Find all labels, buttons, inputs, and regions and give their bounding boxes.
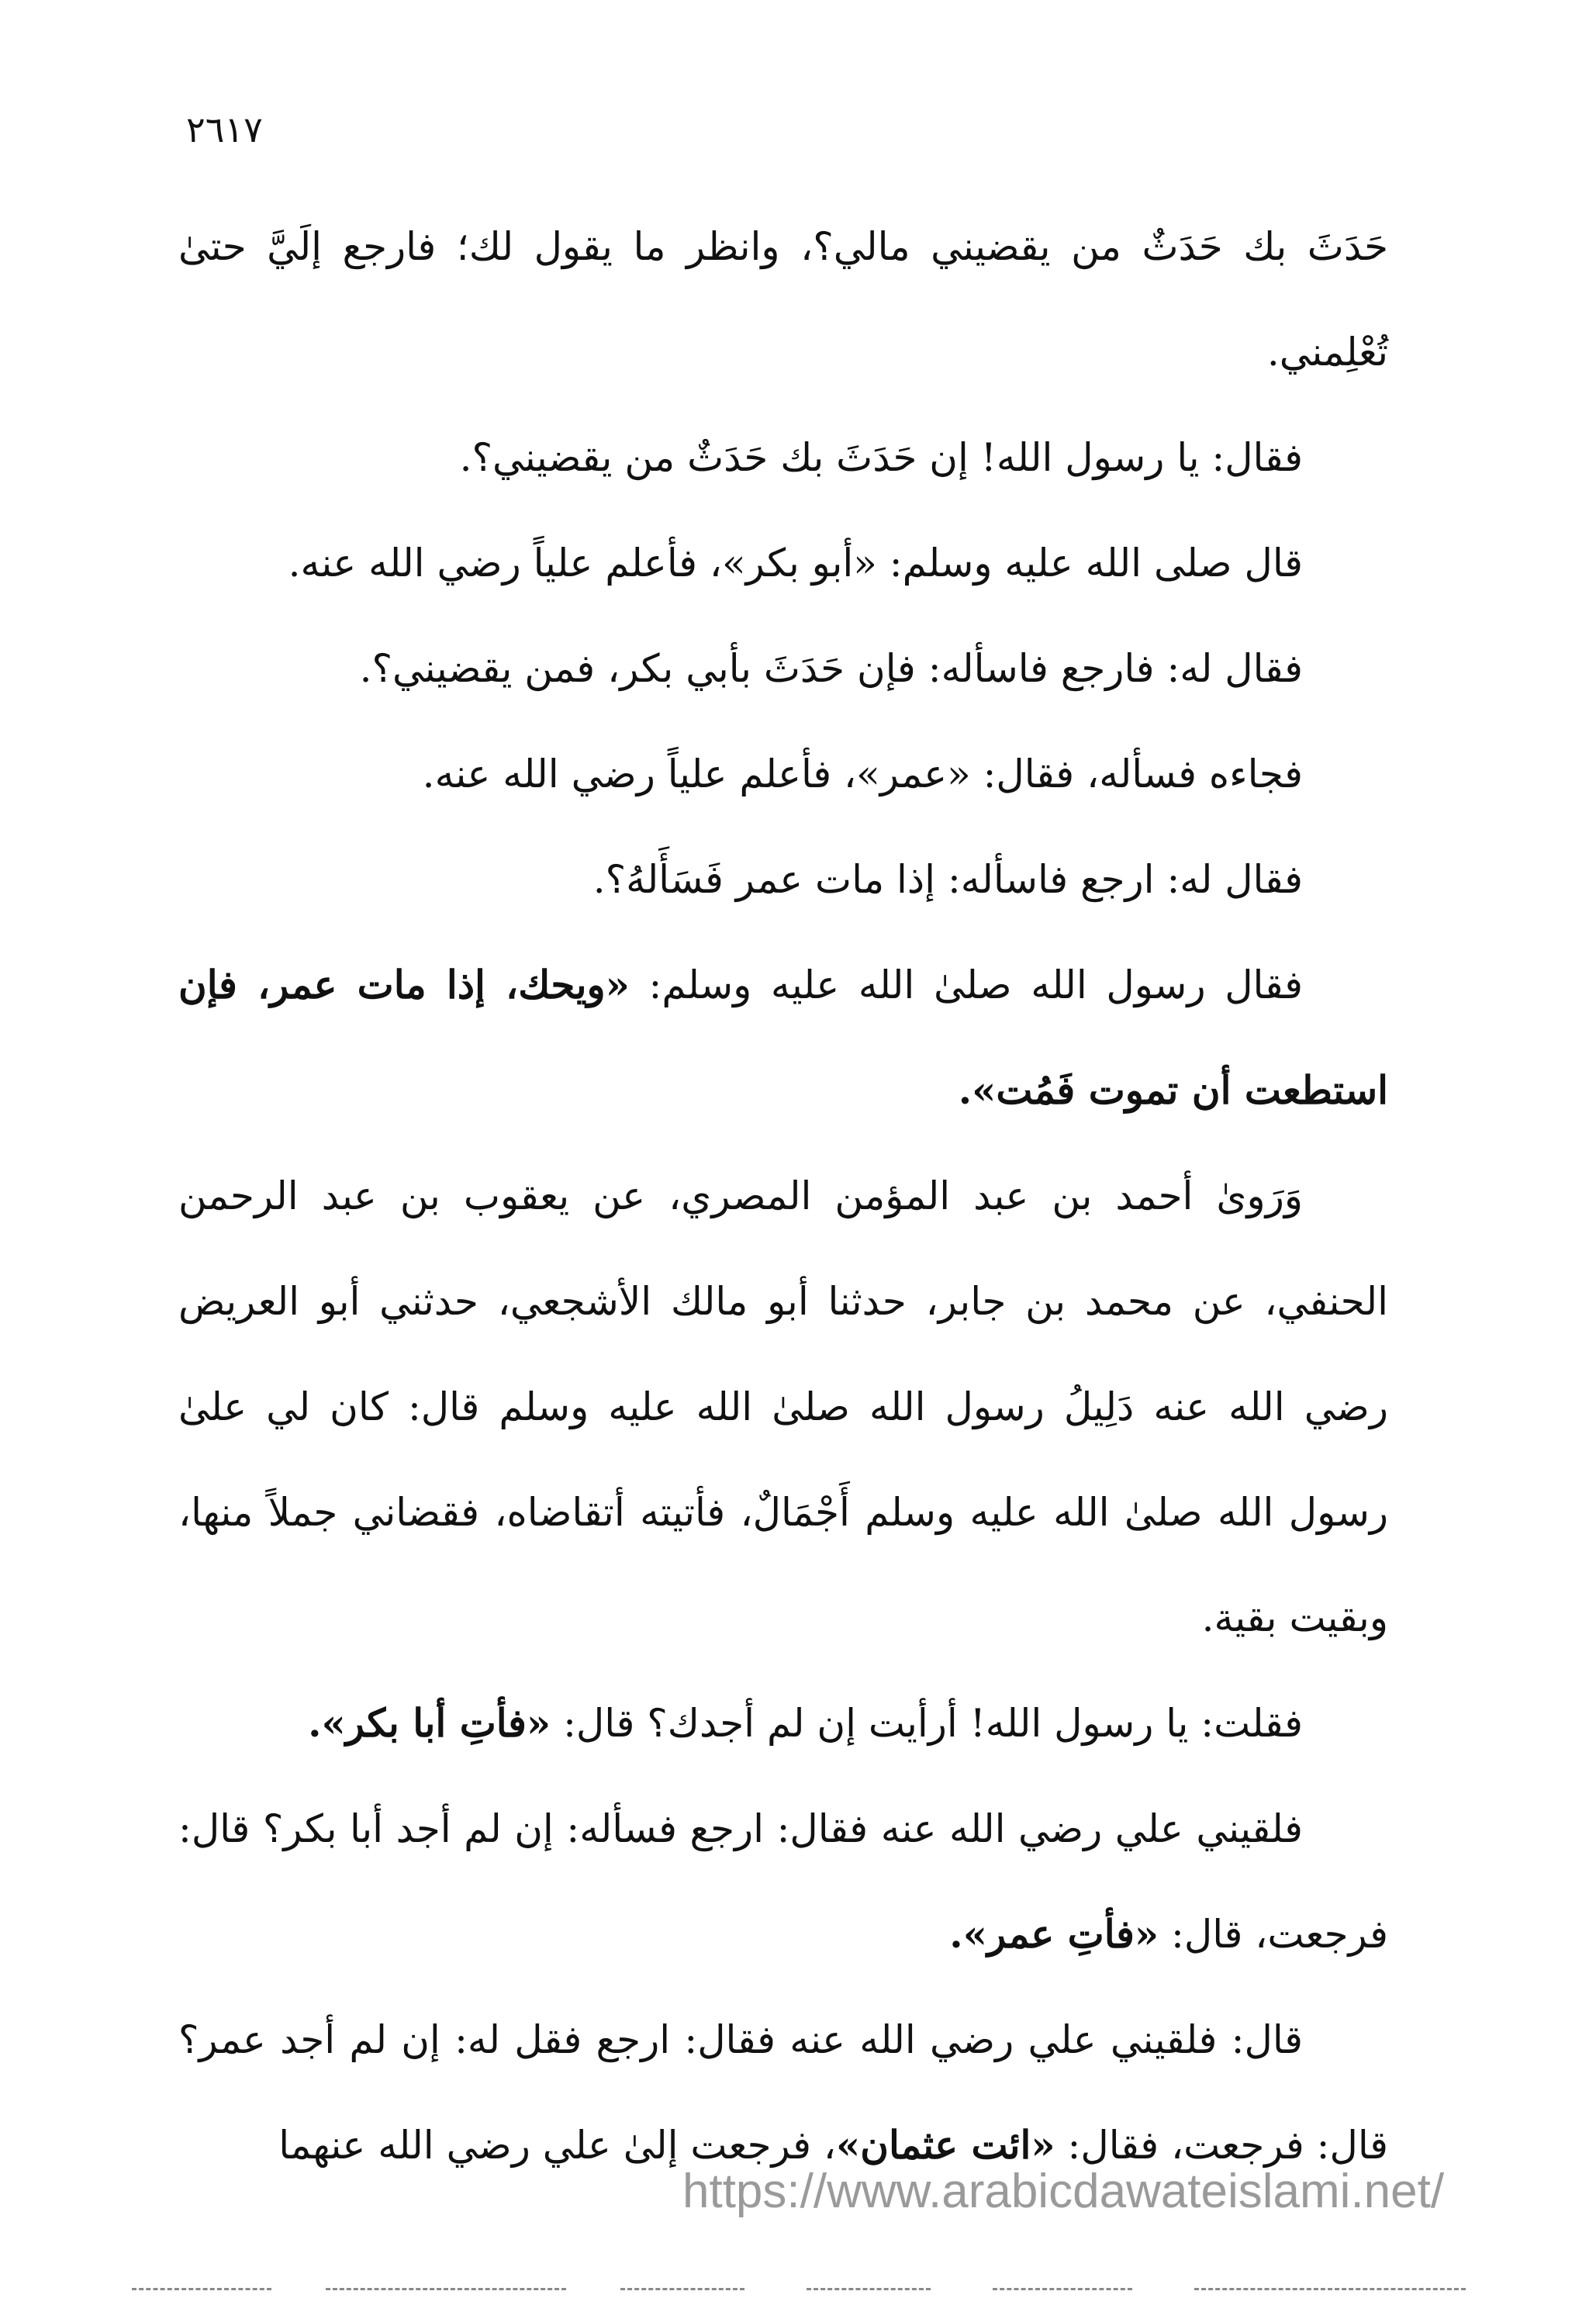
paragraph-9-text: فقلت: يا رسول الله! أرأيت إن لم أجدك؟ قال:: [551, 1701, 1303, 1746]
paragraph-2: فقال: يا رسول الله! إن حَدَثَ بك حَدَثٌ من يقضيني؟.: [459, 435, 1303, 480]
paragraph-7: [178, 932, 1388, 1143]
paragraph-3: قال صلى الله عليه وسلم: «أبو بكر»، فأعلم علياً رضي الله عنه.: [288, 541, 1303, 586]
paragraph-11-text: قال: فلقيني علي رضي الله عنه فقال: ارجع فقل له: إن لم أجد عمر؟ قال: فرجعت، فقال:: [178, 2017, 1388, 2168]
scan-edge-rule: [807, 2288, 931, 2290]
paragraph-10-text: فلقيني علي رضي الله عنه فقال: ارجع فسأله: إن لم أجد أبا بكر؟ قال: فرجعت، قال:: [178, 1806, 1388, 1957]
paragraph-11-tail: ، فرجعت إلىٰ علي رضي الله عنهما: [278, 2123, 837, 2168]
paragraph-9: [178, 1671, 1388, 1776]
paragraph-7-quote: «ويحك، إذا مات عمر، فإن استطعت أن تموت فَمُت».: [178, 962, 1388, 1113]
scan-edge-rule: [620, 2288, 744, 2290]
scan-edge-rule: [132, 2288, 271, 2290]
page-number: ٢٦١٧: [186, 109, 263, 150]
scan-edge-rule: [993, 2288, 1132, 2290]
paragraph-10-quote: «فأتِ عمر».: [949, 1911, 1159, 1957]
scan-edge-rule: [326, 2288, 566, 2290]
paragraph-11-quote: «ائت عثمان»: [836, 2122, 1055, 2168]
paragraph-7-text: فقال رسول الله صلىٰ الله عليه وسلم:: [629, 962, 1303, 1007]
paragraph-6: فقال له: ارجع فاسأله: إذا مات عمر فَسَأَلهُ؟.: [592, 857, 1303, 902]
paragraph-8: وَرَوىٰ أحمد بن عبد المؤمن المصري، عن يعقوب بن عبد الرحمن الحنفي، عن محمد بن جابر، حدثنا أبو مالك الأشجعي، حدثني أبو العريض رضي الله عنه دَلِيلُ رسول الله صلىٰ الله عليه وسلم قال: كان لي علىٰ رسول الله صلىٰ الله عليه وسلم أَجْمَالٌ، فأتيته أتقاضاه، فقضاني جملاً منها، وبقيت بقية.: [178, 1173, 1388, 1640]
paragraph-1: حَدَثَ بك حَدَثٌ من يقضيني مالي؟، وانظر ما يقول لك؛ فارجع إلَيَّ حتىٰ تُعْلِمني.: [178, 224, 1388, 375]
paragraph-4: فقال له: فارجع فاسأله: فإن حَدَثَ بأبي بكر، فمن يقضيني؟.: [359, 646, 1303, 691]
watermark-url: https://www.arabicdawateislami.net/: [682, 2165, 1445, 2218]
scan-edge-rule: [1194, 2288, 1466, 2290]
body-text: [178, 194, 1388, 2198]
paragraph-10: [178, 1776, 1388, 1987]
paragraph-5: فجاءه فسأله، فقال: «عمر»، فأعلم علياً رضي الله عنه.: [422, 752, 1303, 797]
paragraph-9-quote: «فأتِ أبا بكر».: [308, 1700, 551, 1746]
